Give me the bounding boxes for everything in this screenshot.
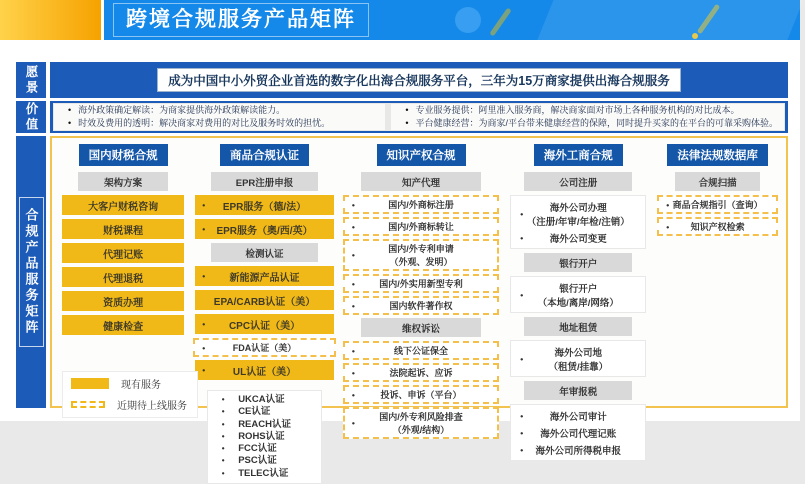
- bullet-icon: •: [520, 410, 524, 421]
- legend-label: 近期待上线服务: [117, 401, 187, 412]
- service-item-label: CE认证: [238, 406, 271, 418]
- category-header: 架构方案: [78, 172, 168, 191]
- service-item-upcoming: [343, 195, 499, 214]
- service-item-upcoming: [343, 239, 499, 271]
- service-item-upcoming: [193, 338, 336, 357]
- bullet-icon: •: [221, 407, 225, 417]
- service-list-item: [208, 406, 321, 418]
- value-panel-right: [391, 104, 784, 130]
- bullet-icon: •: [68, 105, 72, 116]
- service-item-sublabel: （外观、发明）: [389, 257, 453, 267]
- service-item-label: 国内/外专利申请: [388, 244, 454, 254]
- bullet-icon: •: [351, 199, 355, 210]
- bullet-icon: •: [520, 353, 524, 364]
- bullet-icon: •: [351, 278, 355, 289]
- value-item-text: 平台健康经营：为商家/平台带来健康经营的保障，同时提升买家的在平台的可靠采购体验。: [415, 117, 778, 128]
- category-header: 银行开户: [524, 253, 632, 272]
- matrix-panel: [50, 136, 788, 479]
- service-item-existing: [195, 360, 334, 380]
- service-item-label: 海外公司办理: [549, 202, 607, 214]
- service-item: [513, 229, 643, 246]
- matrix-column: [506, 143, 650, 484]
- service-item-label: 海外公司所得税申报: [535, 445, 622, 457]
- legend-existing-swatch: [71, 378, 109, 389]
- legend-row-existing: [71, 376, 187, 391]
- service-item-label: PSC认证: [238, 455, 277, 467]
- service-item-label: 线下公证保全: [394, 346, 449, 356]
- legend-label: 现有服务: [121, 380, 161, 391]
- service-item-label: 国内/外实用新型专利: [379, 279, 463, 289]
- service-item-label: 海外公司地: [554, 347, 603, 359]
- bullet-icon: •: [221, 456, 225, 466]
- legend-upcoming-swatch: [71, 401, 105, 408]
- column-header: 知识产权合规: [377, 144, 466, 166]
- bullet-icon: •: [405, 117, 409, 128]
- bullet-icon: •: [520, 232, 524, 243]
- service-item-existing: [195, 195, 334, 215]
- column-header: 商品合规认证: [220, 144, 309, 166]
- service-item-label: 海外公司审计: [549, 411, 607, 423]
- service-item-label: 财税课程: [103, 225, 144, 237]
- service-list-item: [208, 431, 321, 443]
- item-group: [510, 195, 646, 249]
- service-item-upcoming: [343, 385, 499, 404]
- service-item-label: 商品合规指引（查询）: [672, 200, 763, 210]
- slash-decoration-icon: [489, 7, 511, 36]
- bullet-icon: •: [68, 117, 72, 128]
- service-item-existing: [62, 291, 184, 311]
- service-item: [513, 424, 643, 441]
- service-item-existing: [62, 219, 184, 239]
- column-header: 海外工商合规: [534, 144, 623, 166]
- service-item-label: 新能源产品认证: [229, 272, 300, 284]
- category-header: 知产代理: [361, 172, 481, 191]
- service-item-label: 代理记账: [103, 249, 144, 261]
- banner-accent-block: [0, 0, 104, 40]
- bullet-icon: •: [520, 427, 524, 438]
- service-item-existing: [195, 219, 334, 239]
- bullet-icon: •: [351, 221, 355, 232]
- value-inner: [53, 103, 785, 131]
- bullet-icon: •: [666, 221, 670, 232]
- bullet-icon: •: [405, 105, 409, 116]
- bullet-icon: •: [202, 365, 206, 375]
- service-item-label: EPR服务（奥/西/英）: [216, 225, 313, 237]
- service-item-upcoming: [657, 195, 778, 214]
- service-item-label: UKCA认证: [238, 394, 285, 405]
- service-item-label: FDA认证（美）: [232, 343, 297, 353]
- service-item-label: 国内/外商标注册: [388, 200, 454, 210]
- vision-rail-text: 愿景: [24, 64, 38, 96]
- category-header: EPR注册申报: [211, 172, 318, 191]
- value-item: [397, 118, 778, 129]
- bullet-icon: •: [221, 431, 225, 441]
- vision-statement: 成为中国中小外贸企业首选的数字化出海合规服务平台，三年为15万商家提供出海合规服务: [157, 68, 680, 92]
- service-item-label: 投诉、申诉（平台）: [380, 390, 462, 400]
- legend: [62, 371, 198, 418]
- value-bar: [50, 101, 788, 133]
- service-item-existing: [195, 290, 334, 310]
- service-item-label: ROHS认证: [238, 430, 285, 442]
- category-header: 地址租赁: [524, 317, 632, 336]
- service-item: [513, 441, 643, 458]
- service-item-existing: [195, 314, 334, 334]
- value-rail-text: 价值: [24, 101, 38, 133]
- value-item-text: 时效及费用的透明：解决商家对费用的对比及服务时效的担忧。: [78, 117, 331, 128]
- service-item-label: 国内/外商标转让: [388, 222, 454, 232]
- service-item-label: 健康检查: [103, 321, 144, 333]
- service-item-label: 代理退税: [103, 273, 144, 285]
- bullet-icon: •: [351, 345, 355, 356]
- value-item: [60, 118, 379, 129]
- legend-row-upcoming: [71, 397, 187, 412]
- column-header: 法律法规数据库: [667, 144, 768, 166]
- dot-decoration-icon: [692, 33, 698, 39]
- bullet-icon: •: [666, 199, 670, 210]
- service-list-item: [208, 455, 321, 467]
- service-item-label: FCC认证: [238, 443, 277, 455]
- service-item-label: CPC认证（美）: [228, 320, 301, 332]
- bullet-icon: •: [221, 468, 225, 478]
- bullet-icon: •: [202, 224, 206, 234]
- vision-rail-label: [16, 62, 46, 98]
- bullet-icon: •: [351, 389, 355, 400]
- bullet-icon: •: [221, 419, 225, 429]
- service-item-upcoming: [343, 341, 499, 360]
- service-item-upcoming: [343, 296, 499, 315]
- bullet-icon: •: [221, 444, 225, 454]
- bullet-icon: •: [202, 319, 206, 329]
- service-item-sublabel: （注册/年审/年检/注销）: [526, 216, 630, 228]
- service-item-sublabel: （租赁/挂靠）: [548, 361, 609, 373]
- bullet-icon: •: [520, 289, 524, 300]
- service-item-upcoming: [657, 217, 778, 236]
- matrix-rail-text: 合规产品服务矩阵: [19, 197, 44, 347]
- service-item-upcoming: [343, 363, 499, 382]
- category-header: 检测认证: [211, 243, 318, 262]
- matrix-column: [343, 143, 499, 484]
- page-title: 跨境合规服务产品矩阵: [113, 3, 369, 37]
- service-item-label: EPA/CARB认证（美）: [213, 296, 316, 308]
- value-item: [397, 105, 778, 116]
- bullet-icon: •: [351, 300, 355, 311]
- service-item-label: 知识产权检索: [690, 222, 745, 232]
- category-header: 年审报税: [524, 381, 632, 400]
- service-item-existing: [195, 266, 334, 286]
- value-item-text: 海外政策确定解读：为商家提供海外政策解读能力。: [78, 105, 286, 116]
- bullet-icon: •: [221, 395, 225, 404]
- matrix-column: [193, 143, 336, 484]
- matrix-column: [657, 143, 778, 484]
- service-item: [513, 407, 643, 424]
- service-list-item: [208, 394, 321, 406]
- item-group: [510, 276, 646, 313]
- bullet-icon: •: [202, 200, 206, 210]
- service-item-sublabel: （本地/离岸/网络）: [537, 297, 619, 309]
- service-list: [207, 390, 322, 484]
- item-group: [510, 340, 646, 377]
- service-item-label: 大客户财税咨询: [88, 201, 159, 213]
- service-item-label: EPR服务（德/法）: [222, 201, 307, 213]
- service-item-label: TELEC认证: [238, 467, 289, 479]
- service-item: [513, 279, 643, 310]
- column-header: 国内财税合规: [79, 144, 168, 166]
- service-item-label: 法院起诉、应诉: [389, 368, 453, 378]
- service-item-existing: [62, 243, 184, 263]
- service-item-existing: [62, 267, 184, 287]
- service-item-upcoming: [343, 274, 499, 293]
- bullet-icon: •: [202, 271, 206, 281]
- service-item: [513, 343, 643, 374]
- service-list-item: [208, 419, 321, 431]
- bullet-icon: •: [520, 444, 524, 455]
- value-rail-label: [16, 101, 46, 133]
- bullet-icon: •: [351, 367, 355, 378]
- matrix-rail-label: [16, 136, 46, 408]
- category-header: 合规扫描: [675, 172, 760, 191]
- service-list-item: [208, 468, 321, 480]
- service-item-sublabel: （外观/结构）: [392, 425, 450, 435]
- service-item-label: UL认证（美）: [232, 366, 297, 378]
- bullet-icon: •: [520, 208, 524, 219]
- bullet-icon: •: [351, 250, 355, 260]
- service-item-label: 海外公司变更: [549, 233, 607, 245]
- band-decoration: [535, 0, 805, 46]
- service-item-label: 海外公司代理记账: [540, 428, 617, 440]
- service-item-existing: [62, 315, 184, 335]
- service-item-label: 资质办理: [103, 297, 144, 309]
- vision-bar: [50, 62, 788, 98]
- value-item-text: 专业服务提供：阿里准入服务商，解决商家面对市场上各种服务机构的对比成本。: [415, 105, 740, 116]
- service-item-label: 国内/外专利风险排查: [379, 412, 463, 422]
- service-item-existing: [62, 195, 184, 215]
- category-header: 维权诉讼: [361, 318, 481, 337]
- service-item: [513, 198, 643, 229]
- service-list-item: [208, 443, 321, 455]
- circle-decoration-icon: [455, 7, 481, 33]
- value-panel-left: [54, 104, 385, 130]
- service-item-label: 国内软件著作权: [389, 301, 453, 311]
- bullet-icon: •: [351, 418, 355, 428]
- value-item: [60, 105, 379, 116]
- matrix-column: [60, 143, 186, 484]
- item-group: [510, 404, 646, 461]
- service-item-upcoming: [343, 217, 499, 236]
- service-item-label: REACH认证: [238, 418, 291, 430]
- bullet-icon: •: [202, 342, 206, 353]
- category-header: 公司注册: [524, 172, 632, 191]
- service-item-label: 银行开户: [559, 283, 598, 295]
- service-item-upcoming: [343, 407, 499, 439]
